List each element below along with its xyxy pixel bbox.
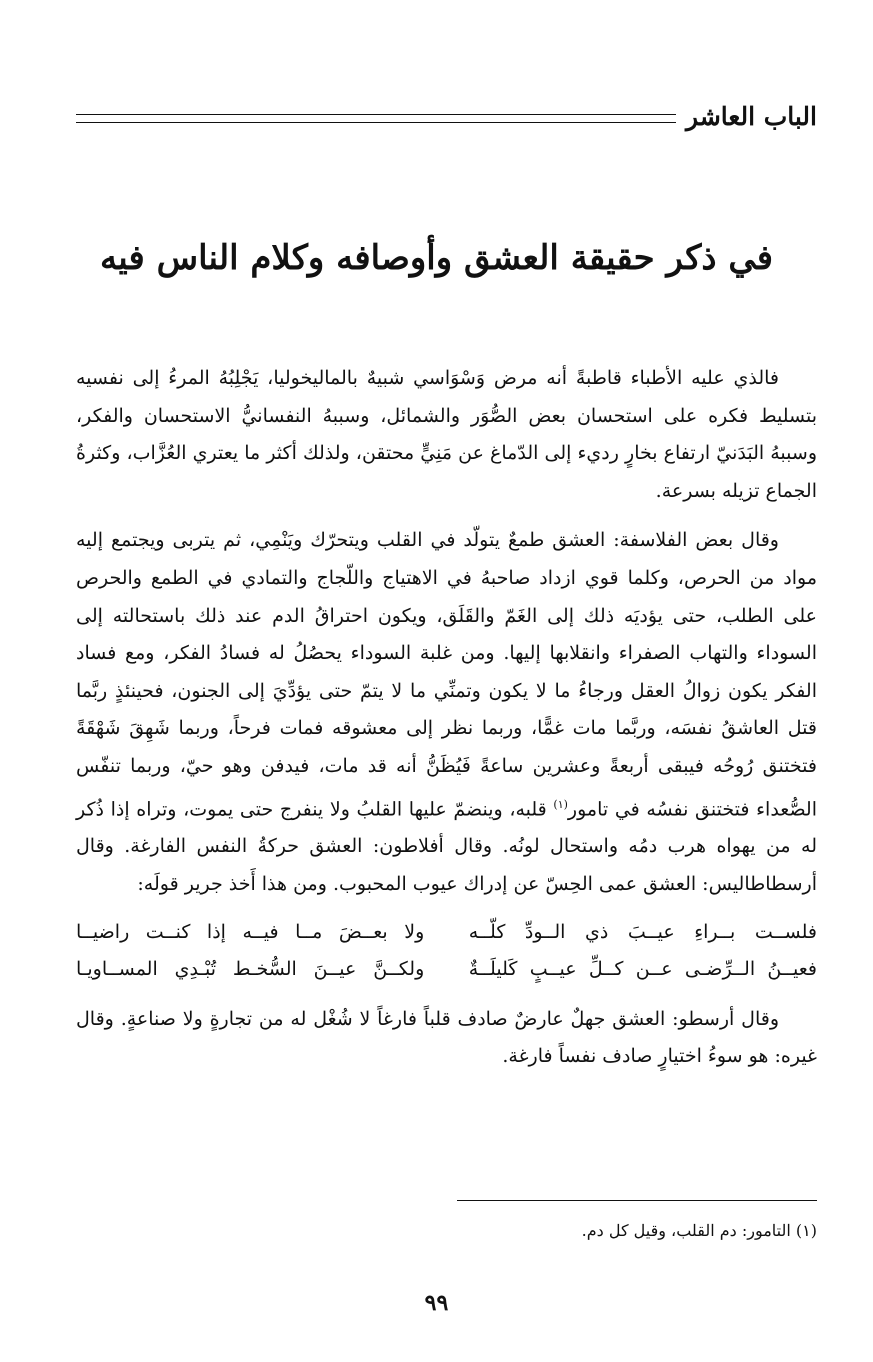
paragraph-1: فالذي عليه الأطباء قاطبةً أنه مرض وَسْوَاسي شبيهٌ بالماليخوليا، يَجْلِبُهُ المرءُ إلى نفسيه بتسليط فكره على استحسان بعض الصُّوَر والشمائل، وسببهُ النفسانيُّ الاستحسان والفكر، وسببهُ البَدَنيّ ارتفاع بخارٍ رديء إلى الدّماغ عن مَنِيٍّ محتقن، ولذلك أكثر ما يعتري العُزَّاب، وكثرةُ الجماع تزيله بسرعة. [76,367,817,502]
running-head [76,92,817,140]
page-number: ٩٩ [424,1290,449,1316]
footnote-rule [457,1200,817,1201]
verse-line-1-second-hemistich: ولا بعــضَ مــا فيــه إذا كنــت راضيــا [76,920,425,943]
double-rule-divider [76,114,676,123]
paragraph-2-part-a: وقال بعض الفلاسفة: العشق طمعٌ يتولّد في القلب ويتحرّك ويَنْمِي، ثم يتربى ويجتمع إليه مواد من الحرص، وكلما قوي ازداد صاحبهُ في الاهتياج واللّجاج والتمادي في الطمع والحرص على الطلب، حتى يؤديَه ذلك إلى الغَمّ والقَلَق، ويكون احتراقُ الدم عند ذلك باستحالته إلى السوداء والتهاب الصفراء وانقلابها إليها. ومن غلبة السوداء يحصُلُ له فسادُ الفكر، ومع فساد الفكر يكون زوالُ العقل ورجاءُ ما لا يكون وتمنِّي ما لا يتمّ حتى يؤدِّيَ إلى الجنون، فحينئذٍ ربَّما قتل العاشقُ نفسَه، وربَّما مات غمًّا، وربما نظر إلى معشوقه فمات فرحاً، وربما شَهِقَ شَهْقَةً فتختنق رُوحُه فيبقى أربعةً وعشرين ساعةً فَيُظَنُّ أنه قد مات، فيدفن وهو حيّ، وربما تنفّس الصُّعداء فتختنق نفسُه في تامور [76,529,817,820]
section-title: في ذكر حقيقة العشق وأوصافه وكلام الناس فيه [100,238,773,278]
poem-verse [76,914,817,989]
footnote: (١) التامور: دم القلب، وقيل كل دم. [581,1221,817,1240]
main-text [76,360,817,1076]
verse-line-1-first-hemistich: فلســت بــراءِ عيــبَ ذي الــودِّ كلّــه [468,920,817,943]
chapter-heading: الباب العاشر [686,101,817,131]
verse-line-1 [76,914,817,952]
paragraph-2-part-b: قلبه، وينضمّ عليها القلبُ ولا ينفرج حتى يموت، وتراه إذا ذُكر له من يهواه هرب دمُه واستحال لونُه. وقال أفلاطون: العشق حركةُ النفس الفارغة. وقال أرسطاطاليس: العشق عمى الحِسّ عن إدراك عيوب المحبوب. ومن هذا أَخذ جرير قولَه: [76,797,817,896]
verse-line-2-first-hemistich: فعيــنُ الــرِّضـى عــن كــلِّ عيــبٍ كَليلَــةٌ [468,958,817,981]
verse-line-2 [76,951,817,989]
paragraph-3: وقال أرسطو: العشق جهلٌ عارضٌ صادف قلباً فارغاً لا شُغْل له من تجارةٍ ولا صناعةٍ. وقال غيره: هو سوءُ اختيارٍ صادف نفساً فارغة. [76,1007,817,1068]
verse-line-2-second-hemistich: ولكــنَّ عيــنَ السُّخـط تُبْـدِي المســاويـا [76,958,425,981]
footnote-marker[interactable]: (١) [553,797,568,811]
paragraph-2 [76,522,817,903]
